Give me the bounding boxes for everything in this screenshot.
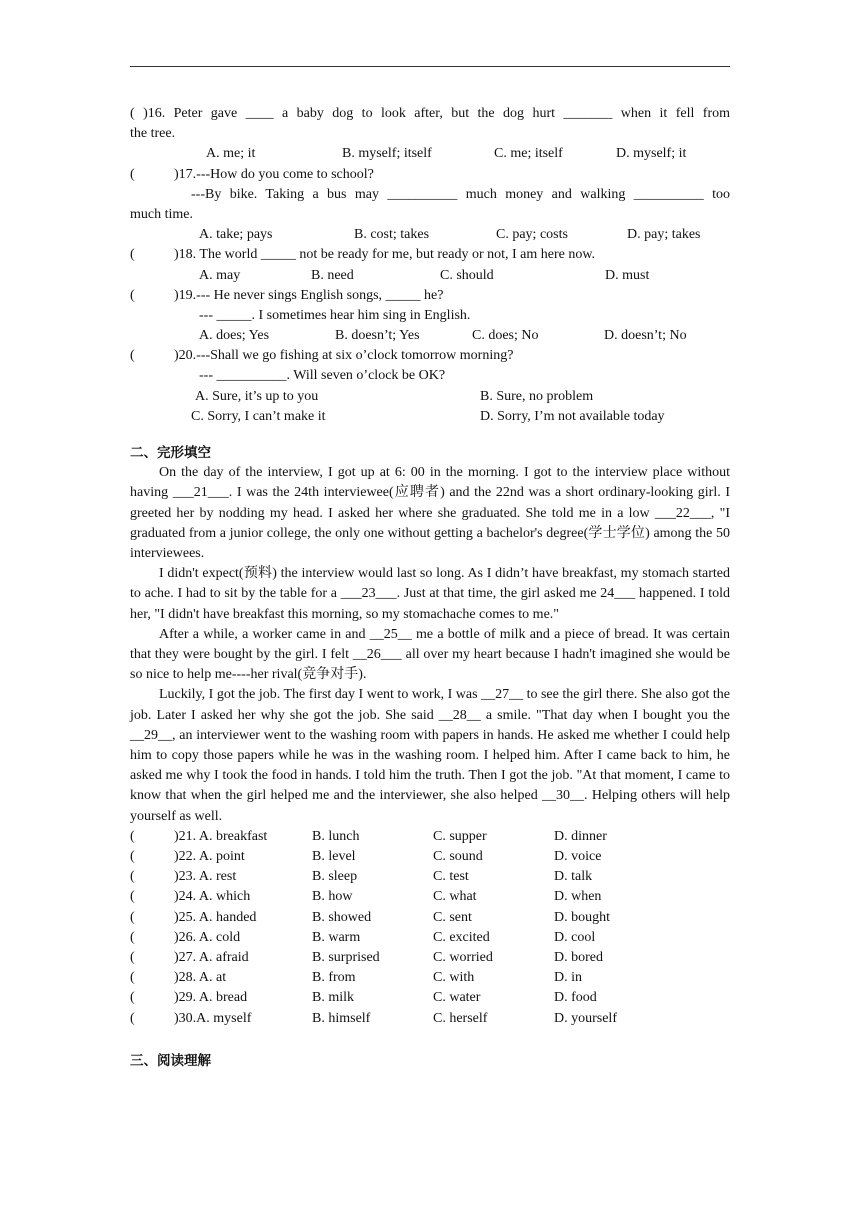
passage-paragraph-3: After a while, a worker came in and __25__ me a bottle of milk and a piece of bread. It was certain that they were bought by the girl. I felt __26___ all over my heart because I hadn't imagined she would be so nice to help me----her rival(竞争对手). [130,626,730,683]
answer-paren[interactable]: ( [130,869,135,885]
choice-row-23: ( )23. A. rest B. sleep C. test D. talk [130,867,730,887]
option-a[interactable]: A. take; pays [199,227,273,243]
choice-row-28: ( )28. A. at B. from C. with D. in [130,968,730,988]
choice-row-24: ( )24. A. which B. how C. what D. when [130,887,730,907]
answer-paren[interactable]: ( [130,909,135,925]
question-20-stem: ( )20.---Shall we go fishing at six o’clock tomorrow morning? [130,346,730,366]
answer-paren[interactable]: ( [130,828,135,844]
question-17-stem: ( )17.---How do you come to school? [130,165,730,185]
answer-paren[interactable]: ( [130,949,135,965]
option-d[interactable]: D. pay; takes [627,227,701,243]
option-b[interactable]: B. myself; itself [342,146,432,162]
question-17-options [130,225,730,245]
option-c[interactable]: C. Sorry, I can’t make it [191,408,326,424]
answer-paren[interactable]: ( [130,247,135,263]
worksheet-page [130,104,730,1071]
answer-paren[interactable]: ( [130,287,135,303]
choice-row-29: ( )29. A. bread B. milk C. water D. food [130,988,730,1008]
header-rule [130,66,730,67]
option-d[interactable]: D. Sorry, I’m not available today [480,408,665,424]
option-d[interactable]: D. must [605,267,650,283]
question-19-options [130,326,730,346]
question-19-stem-cont: --- _____. I sometimes hear him sing in English. [199,307,471,323]
cloze-choices [130,827,730,1029]
answer-paren[interactable]: ( [130,348,135,364]
question-16-stem-cont: the tree. [130,126,176,142]
option-c[interactable]: C. pay; costs [496,227,568,243]
answer-paren[interactable]: ( [130,849,135,865]
section-3-title: 三、阅读理解 [130,1052,211,1069]
option-c[interactable]: C. does; No [472,328,539,344]
option-a[interactable]: A. me; it [206,146,256,162]
question-20-options-row2 [130,407,730,427]
passage-paragraph-1: On the day of the interview, I got up at 6: 00 in the morning. I got to the interview place without having ___21___. I was the 24th interviewee(应聘者) and the 22nd was a short ordinary-looking girl. I greeted her by nodding my head. I asked her where she graduated. She told me in a low ___22___, "I graduated from a junior college, the only one without getting a bachelor's degree(学士学位) among the 50 interviewees. [130,465,730,561]
option-a[interactable]: A. Sure, it’s up to you [195,388,319,404]
question-16-options [130,144,730,164]
answer-paren[interactable]: ( [130,889,135,905]
question-16-stem: ( )16. Peter gave ____ a baby dog to look after, but the dog hurt _______ when it fell from [130,106,730,121]
choice-row-25: ( )25. A. handed B. showed C. sent D. bought [130,908,730,928]
option-a[interactable]: A. may [199,267,241,283]
question-17-stem-cont2: much time. [130,206,193,222]
option-d[interactable]: D. doesn’t; No [604,328,687,344]
option-c[interactable]: C. me; itself [494,146,563,162]
question-17-stem-cont: ---By bike. Taking a bus may __________ much money and walking __________ too [191,186,730,202]
section-2-title: 二、完形填空 [130,445,211,461]
answer-paren[interactable]: ( [130,1010,135,1026]
passage-paragraph-2: I didn't expect(预料) the interview would last so long. As I didn’t have breakfast, my stomach started to ache. I had to sit by the table for a ___23___. Just at that time, the girl asked me 24___ happened. I told her, "I didn't have breakfast this morning, so my stomachache comes to me." [130,566,730,622]
option-b[interactable]: B. need [311,267,354,283]
question-18-stem: ( )18. The world _____ not be ready for me, but ready or not, I am here now. [130,245,730,265]
option-b[interactable]: B. doesn’t; Yes [335,328,420,344]
question-20-stem-cont: --- __________. Will seven o’clock be OK? [199,368,446,384]
answer-paren[interactable]: ( [130,970,135,986]
question-18-options [130,266,730,286]
option-b[interactable]: B. cost; takes [354,227,430,243]
option-d[interactable]: D. myself; it [616,146,687,162]
option-a[interactable]: A. does; Yes [199,328,270,344]
answer-paren[interactable]: ( [130,166,135,182]
answer-paren[interactable]: ( [130,990,135,1006]
question-19-stem: ( )19.--- He never sings English songs, _____ he? [130,286,730,306]
option-c[interactable]: C. should [440,267,494,283]
answer-paren[interactable]: ( [130,929,135,945]
choice-row-26: ( )26. A. cold B. warm C. excited D. cool [130,928,730,948]
choice-row-21: ( )21. A. breakfast B. lunch C. supper D. dinner [130,827,730,847]
option-b[interactable]: B. Sure, no problem [480,388,594,404]
question-20-options-row1 [130,387,730,407]
choice-row-22: ( )22. A. point B. level C. sound D. voice [130,847,730,867]
choice-row-30: ( )30.A. myself B. himself C. herself D. yourself [130,1009,730,1029]
passage-paragraph-4: Luckily, I got the job. The first day I went to work, I was __27__ to see the girl there. She also got the job. Later I asked her why she got the job. She said __28__ a smile. "That day when I bought you the __29__, an interviewer went to the washing room with papers in hands. He asked me whether I could help him to copy those papers while he was in the washing room. I helped him. After I came back to him, he asked me why I took the food in hands. I told him the truth. Then I got the job. "At that moment, I came to know that when the girl helped me and the interviewer, she also helped __30__. Helping others will help yourself as well. [130,687,730,824]
choice-row-27: ( )27. A. afraid B. surprised C. worried D. bored [130,948,730,968]
